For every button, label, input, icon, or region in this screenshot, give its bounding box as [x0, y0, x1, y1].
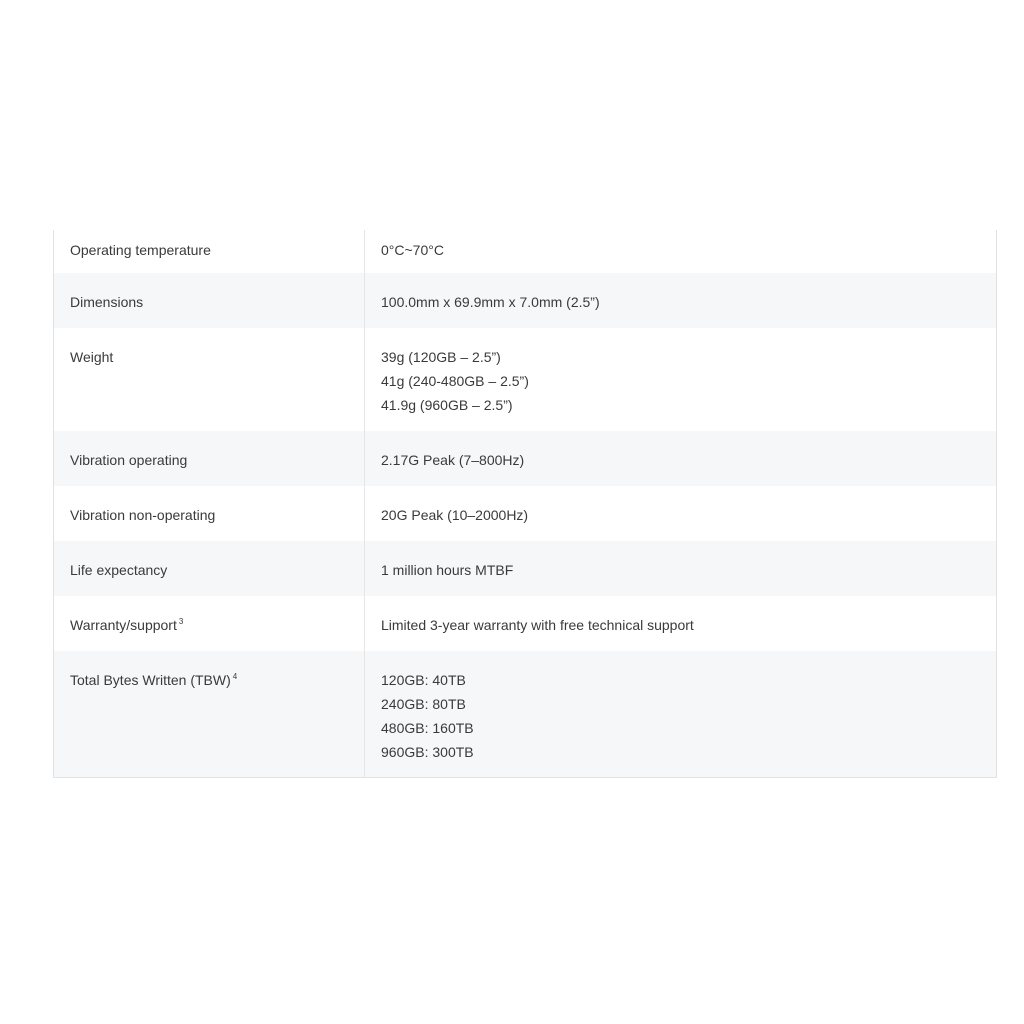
spec-value-line: 120GB: 40TB [381, 672, 466, 688]
spec-value [365, 431, 996, 486]
spec-row-dimensions [54, 273, 996, 328]
spec-value [365, 486, 996, 541]
spec-row-tbw [54, 651, 996, 777]
spec-label: Dimensions [54, 273, 365, 328]
spec-value-line: 41.9g (960GB – 2.5”) [381, 397, 513, 413]
spec-label: Vibration non-operating [54, 486, 365, 541]
spec-row-life-expectancy [54, 541, 996, 596]
spec-value-line: 20G Peak (10–2000Hz) [381, 507, 529, 523]
spec-label: Weight [54, 328, 365, 431]
spec-value-line: 0°C~70°C [381, 242, 444, 258]
spec-value [365, 651, 996, 777]
spec-value [365, 596, 996, 651]
spec-value-line: 100.0mm x 69.9mm x 7.0mm (2.5”) [381, 294, 600, 310]
spec-value-line: 960GB: 300TB [381, 744, 474, 760]
spec-label: Life expectancy [54, 541, 365, 596]
spec-row-weight [54, 328, 996, 431]
spec-value [365, 230, 996, 273]
spec-value-line: Limited 3-year warranty with free technical support [381, 617, 694, 633]
spec-label: Total Bytes Written (TBW) $^4$ [54, 651, 365, 777]
spec-value [365, 328, 996, 431]
spec-value-line: 2.17G Peak (7–800Hz) [381, 452, 525, 468]
spec-label: Vibration operating [54, 431, 365, 486]
spec-row-vibration-operating [54, 431, 996, 486]
spec-value-line: 240GB: 80TB [381, 696, 466, 712]
spec-row-warranty [54, 596, 996, 651]
footnote-marker: 3 [178, 617, 184, 627]
spec-value-line: 41g (240-480GB – 2.5”) [381, 373, 529, 389]
spec-value [365, 273, 996, 328]
spec-row-operating-temperature [54, 230, 996, 273]
spec-value-line: 1 million hours MTBF [381, 562, 514, 578]
spec-value-line: 480GB: 160TB [381, 720, 474, 736]
spec-value [365, 541, 996, 596]
footnote-marker: 4 [232, 672, 238, 682]
spec-label: Operating temperature [54, 230, 365, 273]
spec-value-line: 39g (120GB – 2.5”) [381, 349, 501, 365]
spec-table [53, 230, 997, 778]
spec-row-vibration-non-operating [54, 486, 996, 541]
spec-label: Warranty/support $^3$ [54, 596, 365, 651]
